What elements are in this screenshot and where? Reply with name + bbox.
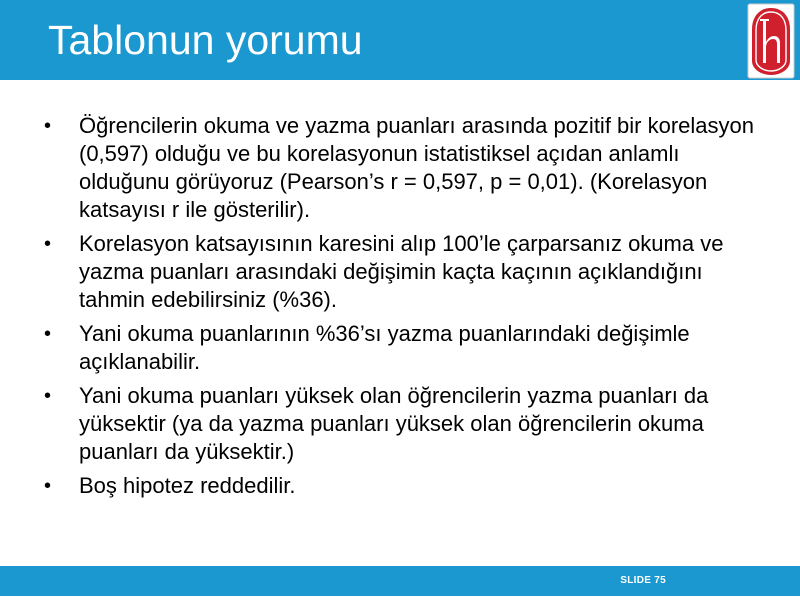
bullet-text: Yani okuma puanlarının %36’sı yazma puanlarındaki değişimle açıklanabilir.: [79, 321, 690, 374]
bullet-text: Öğrencilerin okuma ve yazma puanları arasında pozitif bir korelasyon (0,597) olduğu ve bu korelasyonun istatistiksel açıdan anlamlı olduğunu görüyoruz (Pearson’s r = 0,597, p = 0,01). (Korelasyon katsayısı r ile gösterilir).: [79, 113, 754, 222]
bullet-icon: •: [44, 233, 52, 255]
list-item: [44, 472, 756, 500]
bullet-text: Korelasyon katsayısının karesini alıp 100’le çarparsanız okuma ve yazma puanları arasındaki değişimin kaçta kaçının açıklandığını tahmin edebilirsiniz (%36).: [79, 231, 724, 312]
slide-title: Tablonun yorumu: [48, 17, 363, 63]
footer-bar: [0, 566, 800, 596]
title-bar: [0, 0, 800, 80]
bullet-icon: •: [44, 323, 52, 345]
bottom-strip: [0, 596, 800, 600]
list-item: [44, 230, 756, 314]
bullet-text: Yani okuma puanları yüksek olan öğrencilerin yazma puanları da yüksektir (ya da yazma puanları yüksek olan öğrencilerin okuma puanları da yüksektir.): [79, 383, 709, 464]
bullet-icon: •: [44, 385, 52, 407]
list-item: [44, 112, 756, 224]
hacettepe-logo-icon: [747, 3, 795, 79]
bullet-list: [44, 112, 756, 506]
bullet-icon: •: [44, 475, 52, 497]
list-item: [44, 382, 756, 466]
slide-number: SLIDE 75: [620, 575, 666, 586]
bullet-icon: •: [44, 115, 52, 137]
list-item: [44, 320, 756, 376]
bullet-text: Boş hipotez reddedilir.: [79, 473, 296, 498]
